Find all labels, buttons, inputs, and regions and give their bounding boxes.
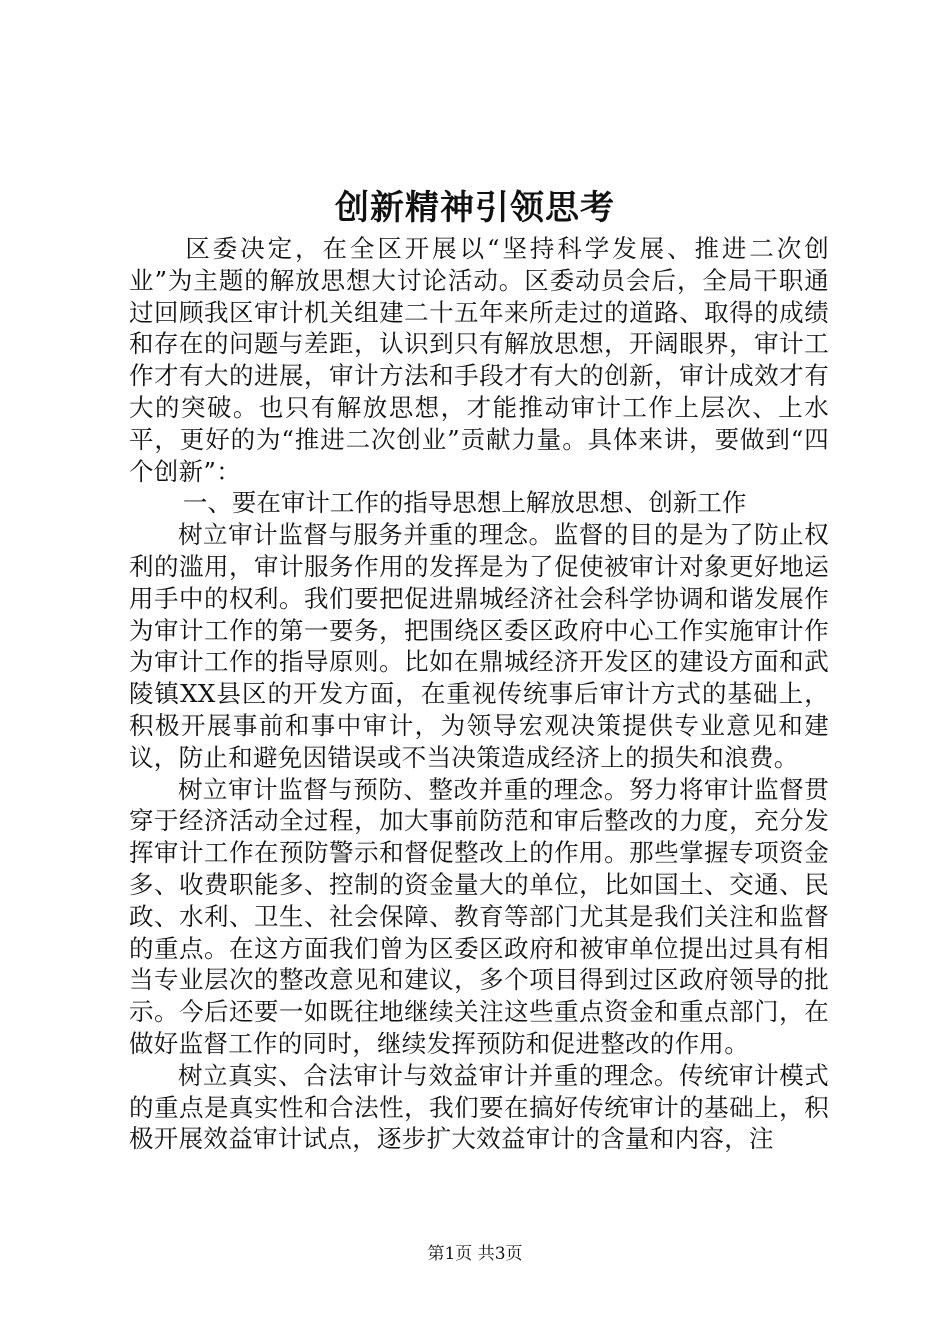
page-footer: 第1页 共3页 xyxy=(427,1244,523,1264)
paragraph-supervision-service: 树立审计监督与服务并重的理念。监督的目的是为了防止权利的滥用，审计服务作用的发挥是为了促使被审计对象更好地运用手中的权利。我们要把促进鼎城经济社会科学协调和谐发展作为审计工作的第一要务，把围绕区委区政府中心工作实施审计作为审计工作的指导原则。比如在鼎城经济开发区的建设方面和武陵镇XX县区的开发方面，在重视传统事后审计方式的基础上，积极开展事前和事中审计，为领导宏观决策提供专业意见和建议，防止和避免因错误或不当决策造成经济上的损失和浪费。 xyxy=(129,520,829,772)
document-body xyxy=(129,233,829,1155)
section-heading: 一、要在审计工作的指导思想上解放思想、创新工作 xyxy=(182,488,747,518)
document-title: 创新精神引领思考 xyxy=(335,188,615,228)
paragraph-intro: 区委决定，在全区开展以“坚持科学发展、推进二次创业”为主题的解放思想大讨论活动。区委动员会后，全局干职通过回顾我区审计机关组建二十五年来所走过的道路、取得的成绩和存在的问题与差距，认识到只有解放思想，开阔眼界，审计工作才有大的进展，审计方法和手段才有大的创新，审计成效才有大的突破。也只有解放思想，才能推动审计工作上层次、上水平，更好的为“推进二次创业”贡献力量。具体来讲，要做到“四个创新”： xyxy=(129,234,830,486)
paragraph-supervision-prevention: 树立审计监督与预防、整改并重的理念。努力将审计监督贯穿于经济活动全过程，加大事前防范和审后整改的力度，充分发挥审计工作在预防警示和督促整改上的作用。那些掌握专项资金多、收费职能多、控制的资金量大的单位，比如国土、交通、民政、水利、卫生、社会保障、教育等部门尤其是我们关注和监督的重点。在这方面我们曾为区委区政府和被审单位提出过具有相当专业层次的整改意见和建议，多个项目得到过区政府领导的批示。今后还要一如既往地继续关注这些重点资金和重点部门，在做好监督工作的同时，继续发挥预防和促进整改的作用。 xyxy=(129,774,829,1058)
paragraph-legality-efficiency: 树立真实、合法审计与效益审计并重的理念。传统审计模式的重点是真实性和合法性，我们要在搞好传统审计的基础上，积极开展效益审计试点，逐步扩大效益审计的含量和内容，注 xyxy=(129,1060,829,1154)
